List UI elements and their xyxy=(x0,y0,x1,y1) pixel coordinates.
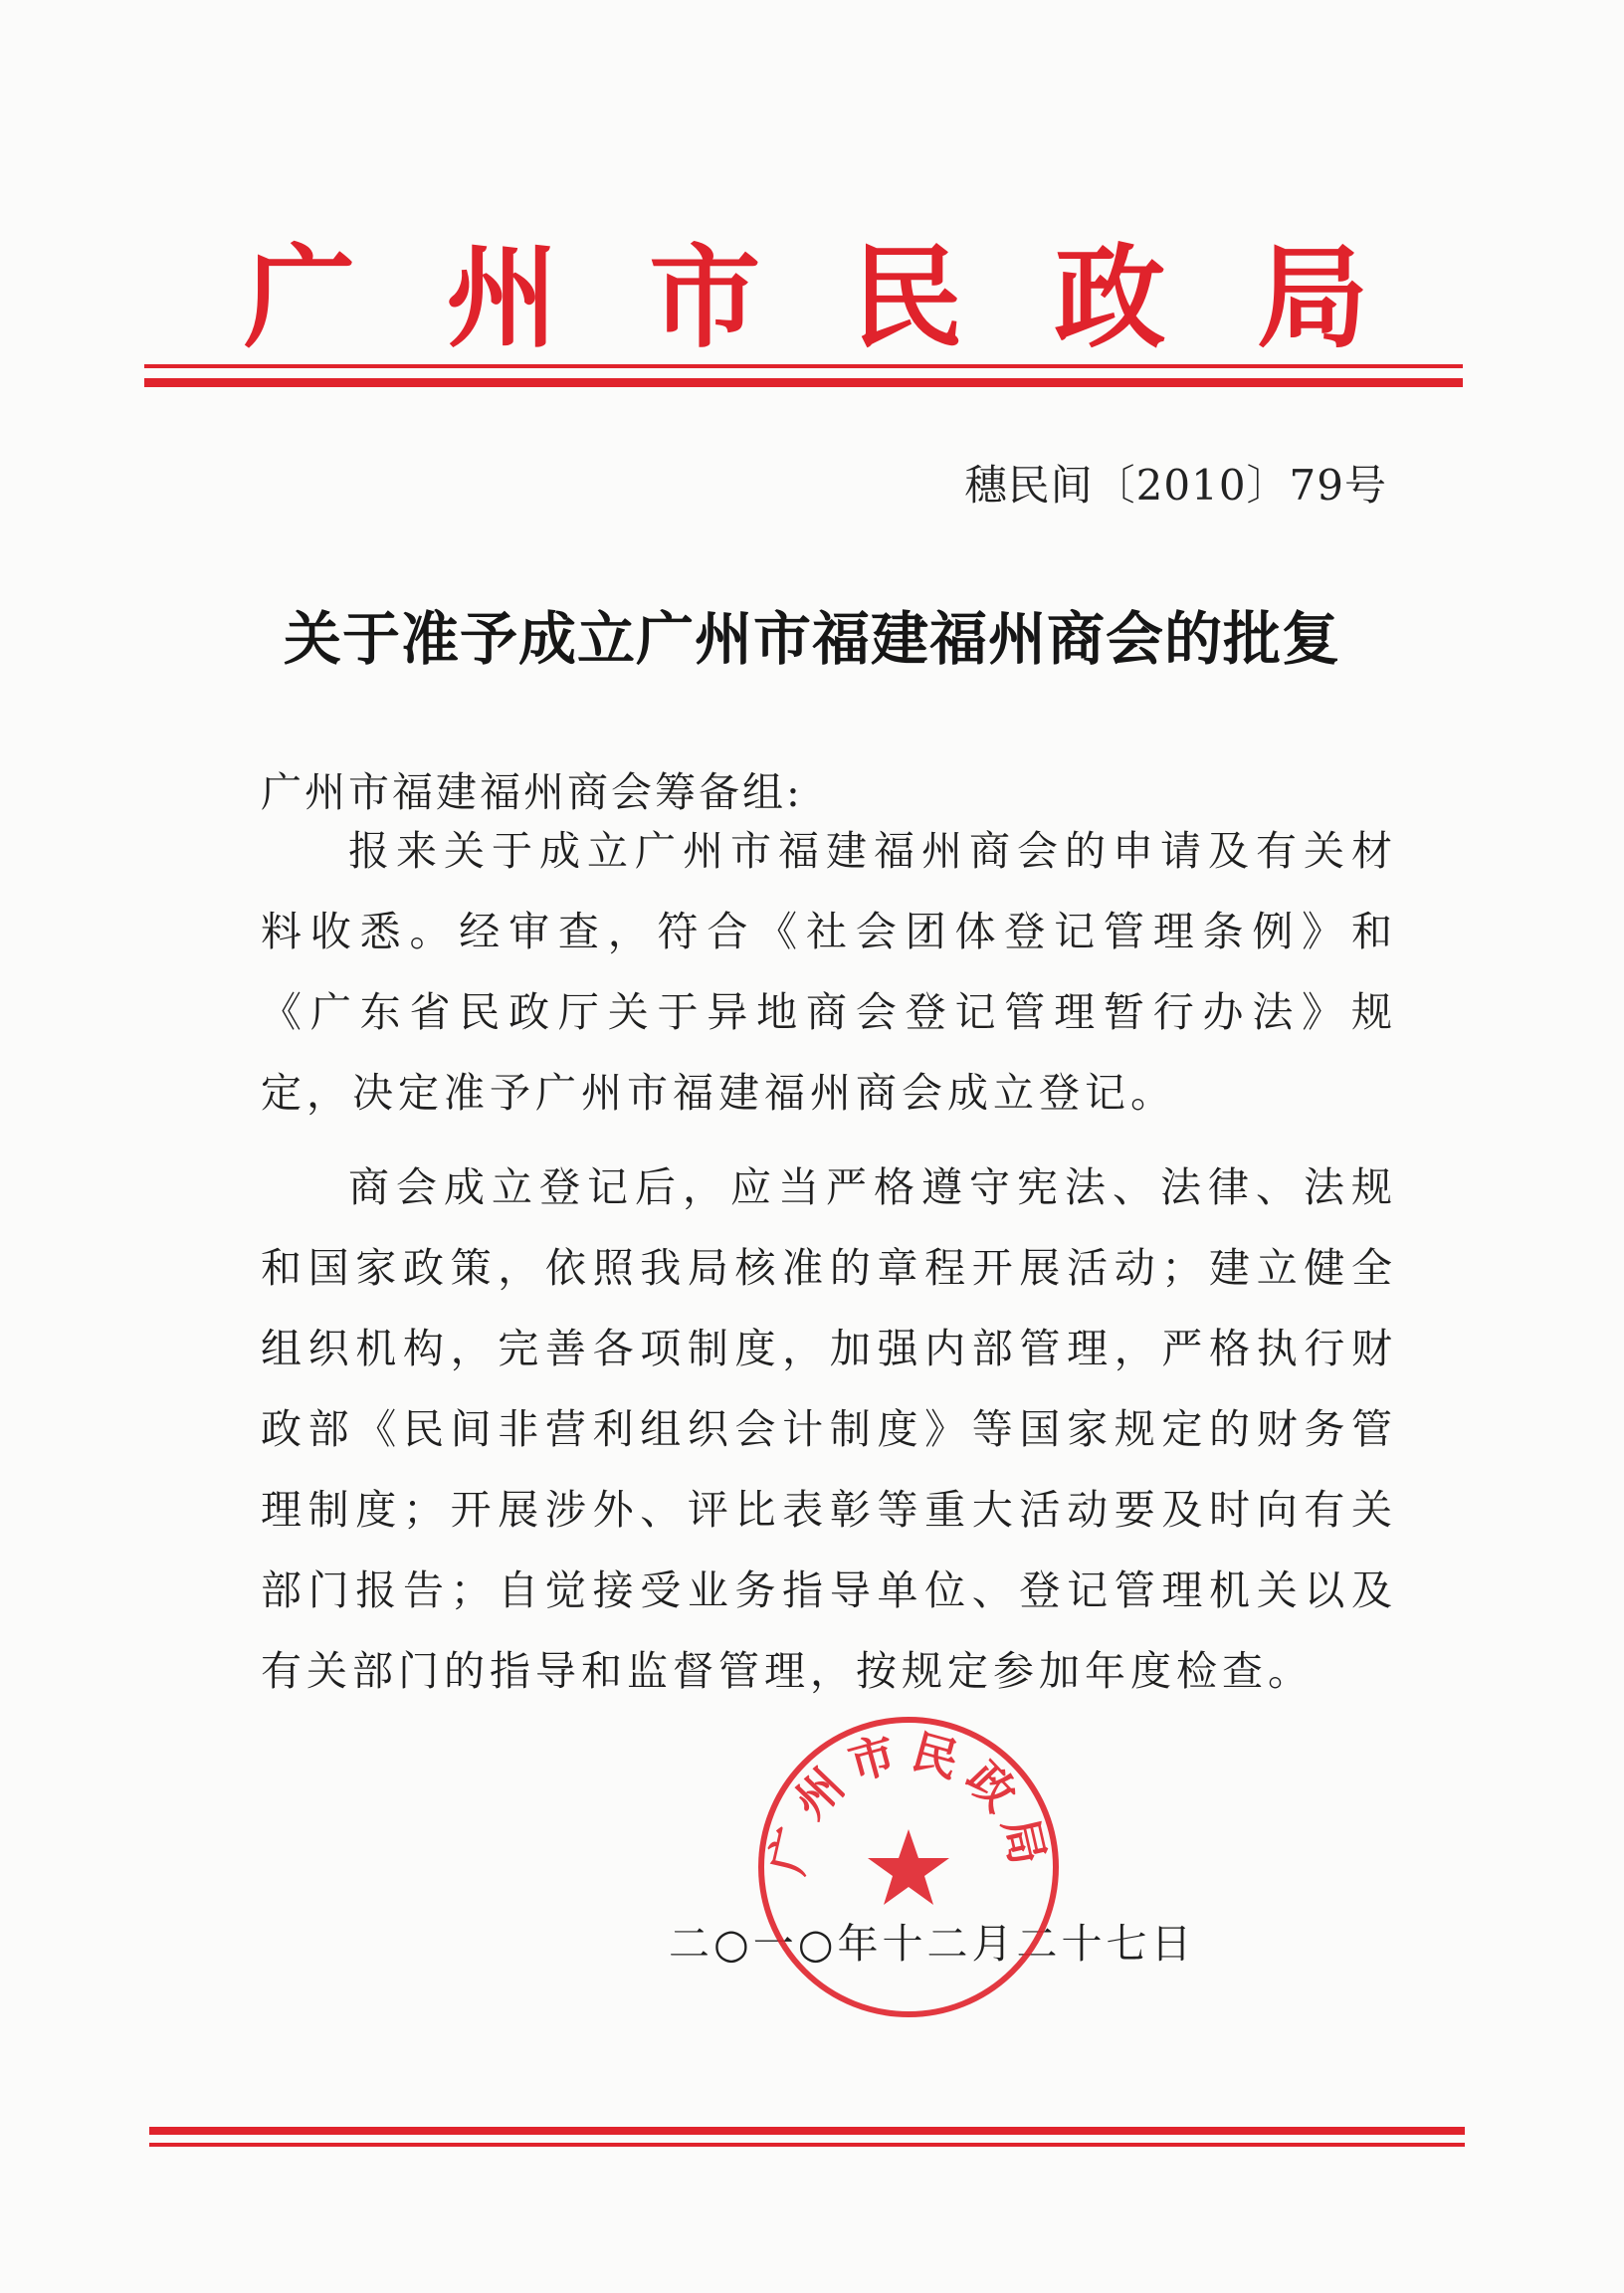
official-seal-icon xyxy=(753,1712,1064,2022)
footer-rule-thin xyxy=(149,2143,1465,2147)
body-paragraph: 商会成立登记后，应当严格遵守宪法、法律、法规和国家政策，依照我局核准的章程开展活动；建立健全组织机构，完善各项制度，加强内部管理，严格执行财政部《民间非营利组织会计制度》等国家规定的财务管理制度；开展涉外、评比表彰等重大活动要及时向有关部门报告；自觉接受业务指导单位、登记管理机关以及有关部门的指导和监督管理，按规定参加年度检查。 xyxy=(261,1163,1397,1695)
header-rule-thin xyxy=(144,364,1463,368)
letterhead-char: 市 xyxy=(649,233,761,363)
addressee: 广州市福建福州商会筹备组: xyxy=(261,768,803,816)
letterhead-char: 政 xyxy=(1054,233,1166,363)
body-paragraph: 报来关于成立广州市福建福州商会的申请及有关材料收悉。经审查，符合《社会团体登记管理条例》和《广东省民政厅关于异地商会登记管理暂行办法》规定，决定准予广州市福建福州商会成立登记。 xyxy=(261,827,1397,1117)
footer-rule-thick xyxy=(149,2127,1465,2135)
document-title: 关于准予成立广州市福建福州商会的批复 xyxy=(283,605,1340,673)
letterhead-org-name xyxy=(144,224,1468,373)
seal-text: 广州市民政局 xyxy=(759,1724,1058,1880)
letterhead-char: 民 xyxy=(851,233,963,363)
letterhead-char: 广 xyxy=(244,233,355,363)
letterhead-char: 州 xyxy=(446,233,558,363)
header-rule-thick xyxy=(144,378,1463,387)
document-number: 穗民间〔2010〕79号 xyxy=(964,461,1387,510)
document-date: 二○一○年十二月二十七日 xyxy=(669,1920,1196,1968)
seal-star-icon xyxy=(868,1829,949,1905)
letterhead-char: 局 xyxy=(1256,233,1368,363)
